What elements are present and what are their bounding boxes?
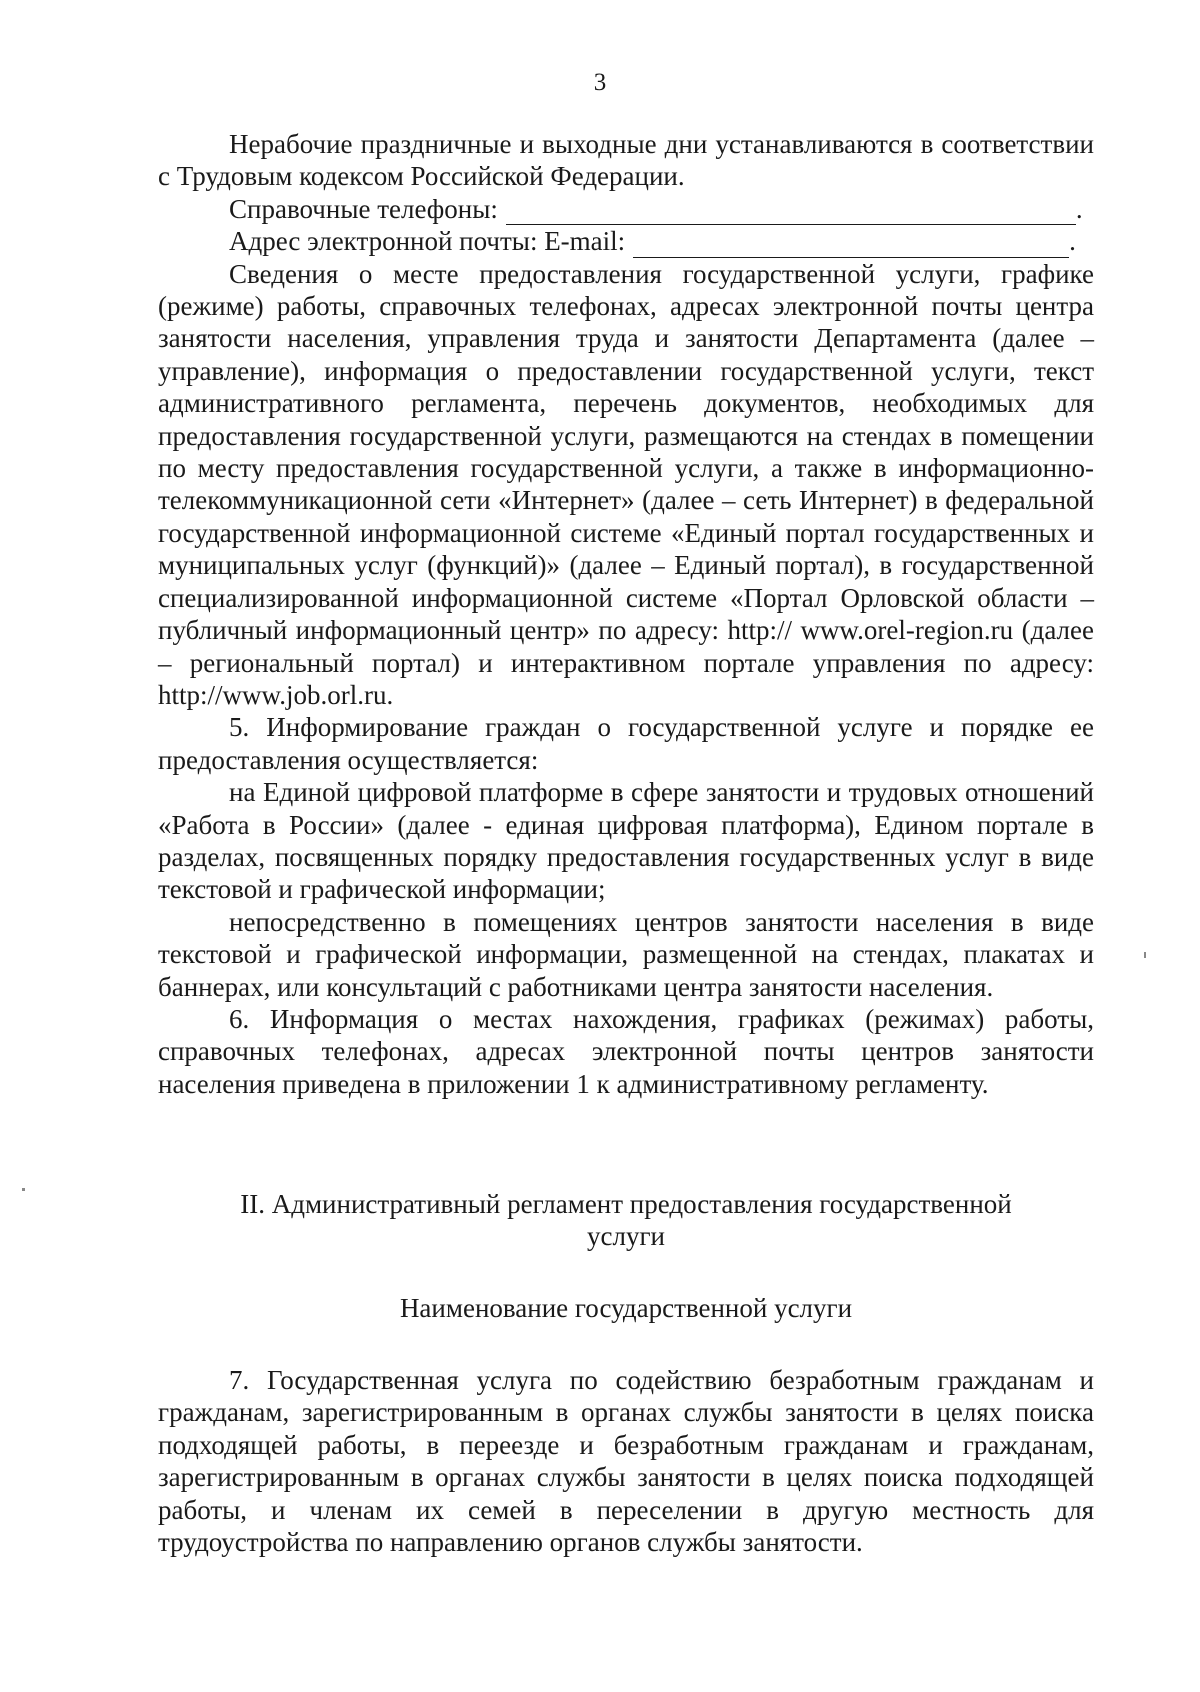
email-period: . (1069, 226, 1076, 257)
section-heading-block (158, 1188, 1094, 1253)
reference-phones-period: . (1075, 193, 1083, 224)
paragraph-7-service-name: 7. Государственная услуга по содействию безработным гражданам и гражданам, зарегистрированным в органах службы занятости в целях поиска подходящей работы, в переезде и безработным гражданам и гражданам, зарегистрированным в органах службы занятости в целях поиска подходящей работы, и членам их семей в переселении в другую местность для трудоустройства по направлению органов службы занятости. (158, 1365, 1094, 1558)
body-text-block (158, 128, 1094, 1100)
section-subheading: Наименование государственной услуги (399, 1293, 853, 1323)
paragraph-5-informing: 5. Информирование граждан о государственной услуге и порядке ее предоставления осуществляется: (158, 712, 1094, 775)
section-heading-line1: II. Административный регламент предоставления государственной (240, 1189, 1012, 1219)
reference-phones-line (158, 193, 1094, 225)
scan-speck (22, 1188, 25, 1191)
reference-phones-blank (506, 198, 1076, 225)
reference-phones-label: Справочные телефоны: (229, 193, 498, 224)
email-blank (633, 231, 1069, 258)
scan-speck (1144, 952, 1146, 958)
paragraph-digital-platform: на Единой цифровой платформе в сфере занятости и трудовых отношений «Работа в России» (далее - единая цифровая платформа), Едином портале в разделах, посвященных порядку предоставления государственных услуг в виде текстовой и графической информации; (158, 777, 1094, 905)
subheading-block (158, 1292, 1094, 1324)
page-number: 3 (593, 69, 607, 96)
paragraph-nonworking-days: Нерабочие праздничные и выходные дни устанавливаются в соответствии с Трудовым кодексом Российской Федерации. (158, 129, 1094, 192)
section-heading-line2: услуги (587, 1221, 665, 1252)
paragraph-6-locations: 6. Информация о местах нахождения, графиках (режимах) работы, справочных телефонах, адресах электронной почты центров занятости населения приведена в приложении 1 к административному регламенту. (158, 1003, 1094, 1099)
paragraph-employment-centers: непосредственно в помещениях центров занятости населения в виде текстовой и графической информации, размещенной на стендах, плакатах и баннерах, или консультаций с работниками центра занятости населения. (158, 906, 1094, 1002)
paragraph-service-info: Сведения о месте предоставления государственной услуги, графике (режиме) работы, справочных телефонах, адресах электронной почты центра занятости населения, управления труда и занятости Департамента (далее – управление), информация о предоставлении государственной услуги, текст административного регламента, перечень документов, необходимых для предоставления государственной услуги, размещаются на стендах в помещении по месту предоставления государственной услуги, а также в информационно-телекоммуникационной сети «Интернет» (далее – сеть Интернет) в федеральной государственной информационной системе «Единый портал государственных и муниципальных услуг (функций)» (далее – Единый портал), в государственной специализированной информационной системе «Портал Орловской области – публичный информационный центр» по адресу: http:// www.orel-region.ru (далее – региональный портал) и интерактивном портале управления по адресу: http://www.job.orl.ru. (158, 258, 1094, 710)
clause-7-block (158, 1364, 1094, 1558)
email-label: Адрес электронной почты: E-mail: (229, 226, 626, 257)
email-line (158, 225, 1094, 257)
